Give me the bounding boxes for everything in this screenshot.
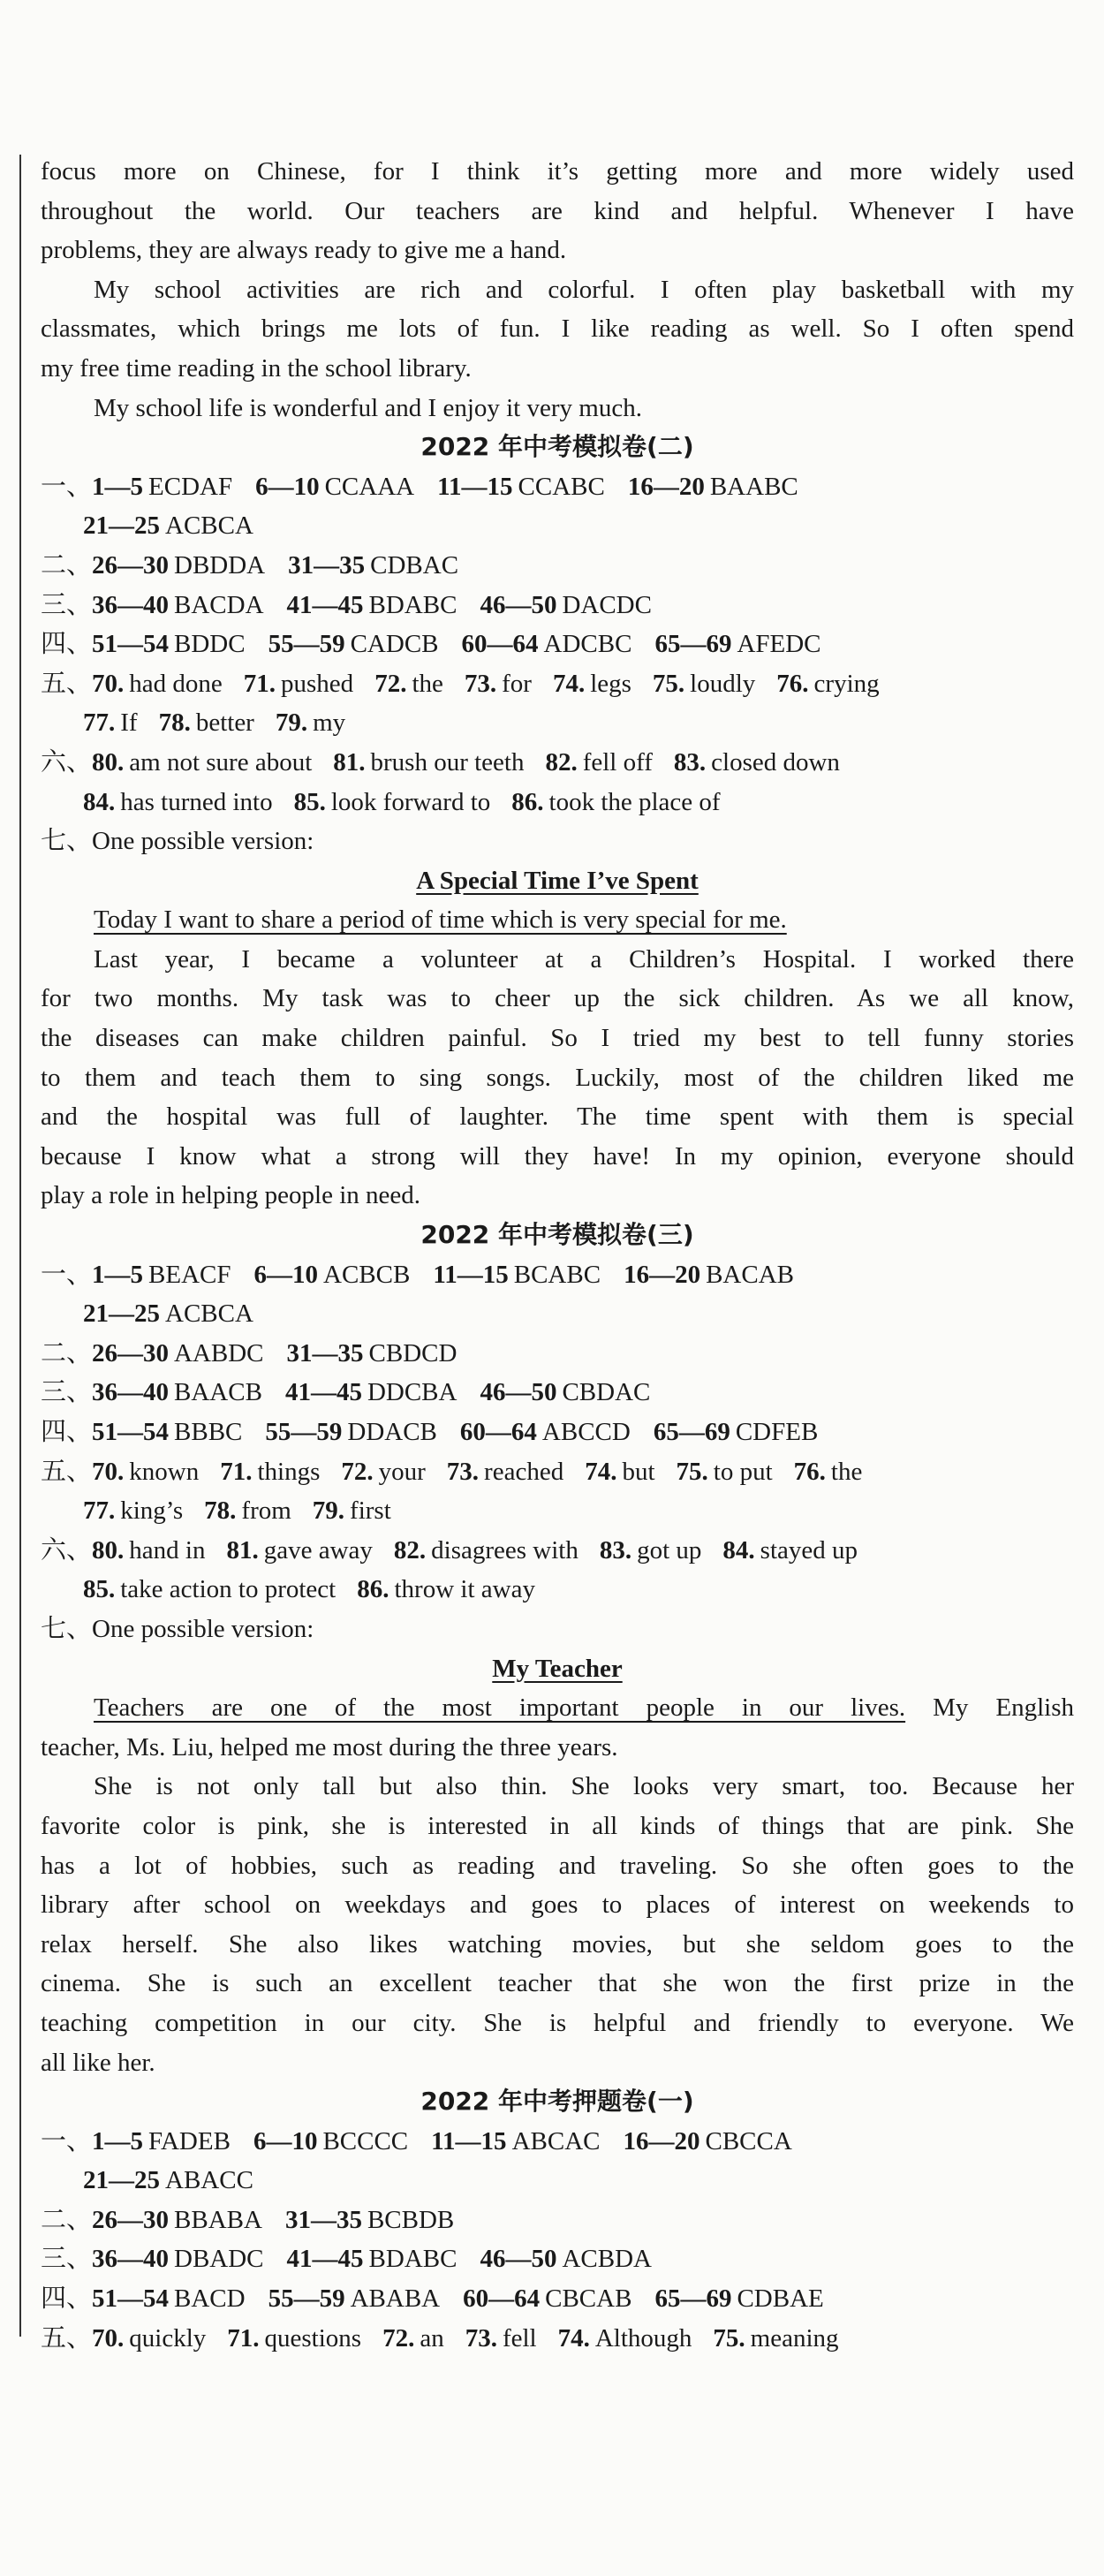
- answer-row: 85. take action to protect 86. throw it away: [83, 1575, 535, 1604]
- essay-line: teacher, Ms. Liu, helped me most during the three years.: [41, 1732, 618, 1762]
- essay-line: my free time reading in the school library.: [41, 353, 472, 383]
- answer-row: 84. has turned into 85. look forward to 86. took the place of: [83, 787, 721, 816]
- answer-key-page: [41, 152, 1074, 2358]
- answer-row: 21—25 ABACC: [83, 2166, 253, 2195]
- essay-line: because I know what a strong will they have! In my opinion, everyone should: [41, 1141, 1074, 1171]
- answer-row: 二、26—30 BBABA 31—35 BCBDB: [41, 2205, 455, 2234]
- essay-line: the diseases can make children painful. So I tried my best to tell funny stories: [41, 1024, 1074, 1053]
- answer-row: 21—25 ACBCA: [83, 511, 253, 541]
- answer-row: 77. If 78. better 79. my: [83, 708, 346, 738]
- answer-row: 三、36—40 DBADC 41—45 BDABC 46—50 ACBDA: [41, 2245, 652, 2274]
- essay-line: has a lot of hobbies, such as reading and traveling. So she often goes to the: [41, 1851, 1074, 1880]
- section-title: 2022 年中考模拟卷(三): [420, 1220, 694, 1250]
- essay-lead: Teachers are one of the most important people in our lives. My English: [94, 1693, 1074, 1723]
- essay-line: relax herself. She also likes watching movies, but she seldom goes to the: [41, 1929, 1074, 1959]
- answer-row: 77. king’s 78. from 79. first: [83, 1496, 391, 1526]
- answer-row: 七、One possible version:: [41, 1614, 314, 1643]
- essay-line: and the hospital was full of laughter. The time spent with them is special: [41, 1102, 1074, 1132]
- essay-line: cinema. She is such an excellent teacher that she won the first prize in the: [41, 1969, 1074, 1998]
- essay-line: My school activities are rich and colorful. I often play basketball with my: [94, 275, 1074, 304]
- answer-row: 五、70. known 71. things 72. your 73. reached 74. but 75. to put 76. the: [41, 1457, 863, 1486]
- answer-row: 一、1—5 FADEB 6—10 BCCCC 11—15 ABCAC 16—20 CBCCA: [41, 2126, 792, 2156]
- essay-line: throughout the world. Our teachers are kind and helpful. Whenever I have: [41, 196, 1074, 225]
- answer-row: 五、70. quickly 71. questions 72. an 73. fell 74. Although 75. meaning: [41, 2323, 839, 2352]
- essay-line: library after school on weekdays and goes to places of interest on weekends to: [41, 1890, 1074, 1920]
- answer-row: 六、80. hand in 81. gave away 82. disagrees with 83. got up 84. stayed up: [41, 1535, 858, 1565]
- essay-line: focus more on Chinese, for I think it’s getting more and more widely used: [41, 157, 1074, 186]
- answer-row: 六、80. am not sure about 81. brush our teeth 82. fell off 83. closed down: [41, 747, 840, 777]
- answer-row: 二、26—30 DBDDA 31—35 CDBAC: [41, 550, 459, 580]
- essay-line: classmates, which brings me lots of fun. I like reading as well. So I often spend: [41, 314, 1074, 344]
- essay-line: teaching competition in our city. She is helpful and friendly to everyone. We: [41, 2008, 1074, 2037]
- essay-line: problems, they are always ready to give me a hand.: [41, 236, 567, 265]
- answer-row: 二、26—30 AABDC 31—35 CBDCD: [41, 1338, 457, 1368]
- essay-title: My Teacher: [492, 1654, 623, 1683]
- essay-line: She is not only tall but also thin. She looks very smart, too. Because her: [94, 1772, 1074, 1801]
- essay-line: favorite color is pink, she is interested in all kinds of things that are pink. She: [41, 1811, 1074, 1840]
- answer-row: 一、1—5 BEACF 6—10 ACBCB 11—15 BCABC 16—20 BACAB: [41, 1260, 794, 1289]
- left-margin-rule: [19, 155, 21, 2337]
- answer-row: 四、51—54 BDDC 55—59 CADCB 60—64 ADCBC 65—69 AFEDC: [41, 630, 821, 659]
- answer-row: 21—25 ACBCA: [83, 1299, 253, 1329]
- answer-row: 五、70. had done 71. pushed 72. the 73. for 74. legs 75. loudly 76. crying: [41, 669, 880, 698]
- answer-row: 四、51—54 BBBC 55—59 DDACB 60—64 ABCCD 65—69 CDFEB: [41, 1418, 819, 1446]
- essay-line: all like her.: [41, 2048, 155, 2077]
- answer-row: 七、One possible version:: [41, 827, 314, 856]
- essay-line: play a role in helping people in need.: [41, 1181, 421, 1210]
- answer-row: 三、36—40 BACDA 41—45 BDABC 46—50 DACDC: [41, 590, 652, 619]
- essay-line: to them and teach them to sing songs. Luckily, most of the children liked me: [41, 1063, 1074, 1092]
- answer-row: 一、1—5 ECDAF 6—10 CCAAA 11—15 CCABC 16—20 BAABC: [41, 472, 798, 501]
- essay-line: Last year, I became a volunteer at a Children’s Hospital. I worked there: [94, 944, 1074, 974]
- essay-title: A Special Time I’ve Spent: [416, 866, 699, 895]
- section-title: 2022 年中考模拟卷(二): [420, 432, 694, 462]
- essay-line: for two months. My task was to cheer up the sick children. As we all know,: [41, 984, 1074, 1013]
- answer-row: 四、51—54 BACD 55—59 ABABA 60—64 CBCAB 65—69 CDBAE: [41, 2284, 824, 2314]
- essay-line: My school life is wonderful and I enjoy it very much.: [94, 393, 642, 422]
- essay-lead: Today I want to share a period of time which is very special for me.: [94, 905, 787, 935]
- answer-row: 三、36—40 BAACB 41—45 DDCBA 46—50 CBDAC: [41, 1378, 651, 1407]
- section-title: 2022 年中考押题卷(一): [420, 2087, 694, 2117]
